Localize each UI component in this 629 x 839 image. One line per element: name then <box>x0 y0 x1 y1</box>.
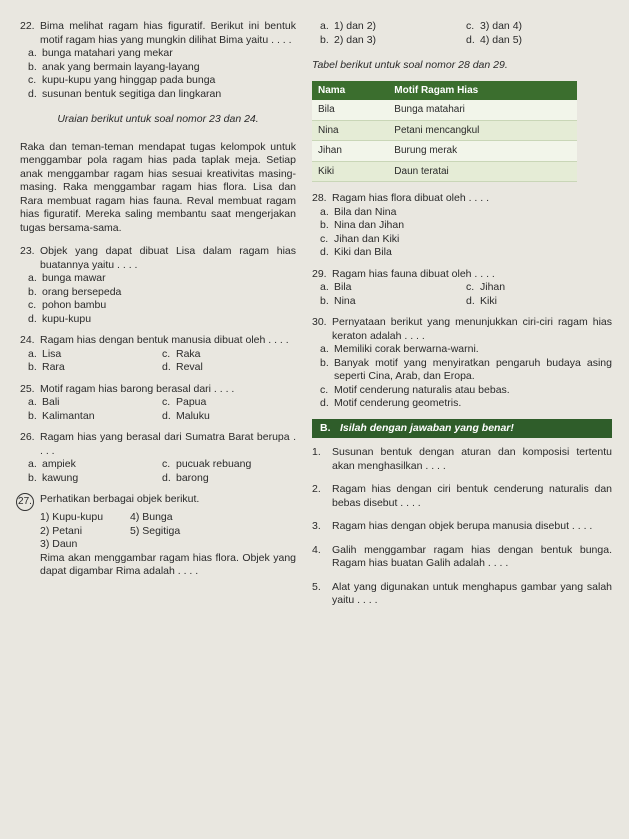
list-item: 5) Segitiga <box>130 524 181 537</box>
essay-5: 5. Alat yang digunakan untuk menghapus gambar yang salah yaitu . . . . <box>312 580 612 606</box>
question-number: 25. <box>20 382 35 395</box>
option-a[interactable]: a. Bila <box>320 281 352 293</box>
question-number: 28. <box>312 192 327 204</box>
option-b[interactable]: b. 2) dan 3) <box>320 33 377 46</box>
option-c[interactable]: c. pucuak rebuang <box>162 458 252 470</box>
option-d[interactable]: d. barong <box>162 471 209 484</box>
question-number-circled: 27. <box>16 493 34 511</box>
table-row: Nina Petani mencangkul <box>312 120 577 141</box>
option-c[interactable]: c. Motif cenderung naturalis atau bebas. <box>320 383 510 396</box>
question-25 <box>20 383 296 424</box>
option-d[interactable]: d. Motif cenderung geometris. <box>320 397 462 409</box>
option-a[interactable]: a. Lisa <box>28 347 62 360</box>
essay-2: 2. Ragam hias dengan ciri bentuk cenderung naturalis dan bebas disebut . . . . <box>312 483 612 509</box>
question-text: Ragam hias dengan bentuk manusia dibuat oleh . . . . <box>40 334 289 346</box>
option-c[interactable]: c. Papua <box>162 396 207 408</box>
option-c[interactable]: c. 3) dan 4) <box>466 20 523 32</box>
question-number: 26. <box>20 431 35 443</box>
option-b[interactable]: b. Kalimantan <box>28 409 95 422</box>
essay-text: Galih menggambar ragam hias dengan bentuk bunga. Ragam hias buatan Galih adalah . . . . <box>332 543 612 569</box>
option-a[interactable]: a. Memiliki corak berwarna-warni. <box>320 343 479 355</box>
option-a[interactable]: a. Bila dan Nina <box>320 205 397 218</box>
option-b[interactable]: b. Nina dan Jihan <box>320 219 405 231</box>
essay-text: Susunan bentuk dengan aturan dan komposisi tertentu akan menghasilkan . . . . <box>332 446 612 472</box>
question-22 <box>20 20 296 101</box>
reading-passage: Raka dan teman-teman mendapat tugas kelompok untuk menggambar pola ragam hias pada taplak meja. Setiap anak menggambar ragam hias sesuai kreativitas masing-masing. Raka menggambar ragam hias flora. Lisa dan Rara membuat ragam hias fauna. Reval membuat ragam hias figuratif. Mereka saling membantu saat mengerjakan tugas bersama-sama. <box>20 140 296 234</box>
section-b-header <box>312 419 612 439</box>
option-a[interactable]: a. ampiek <box>28 458 76 470</box>
essay-text: Ragam hias dengan objek berupa manusia disebut . . . . <box>332 520 593 532</box>
question-26 <box>20 431 296 485</box>
option-b[interactable]: b. Rara <box>28 361 65 373</box>
question-24 <box>20 334 296 375</box>
table-row: Kiki Daun teratai <box>312 161 577 182</box>
option-c[interactable]: c. Raka <box>162 347 201 360</box>
option-d[interactable]: d. kupu-kupu <box>28 312 92 325</box>
option-d[interactable]: d. Reval <box>162 361 203 373</box>
question-text: Objek yang dapat dibuat Lisa dalam ragam hias buatannya yaitu . . . . <box>40 245 296 271</box>
table-instruction: Tabel berikut untuk soal nomor 28 dan 29. <box>312 59 508 71</box>
option-c[interactable]: c. Jihan dan Kiki <box>320 232 400 245</box>
right-column <box>312 20 612 616</box>
question-number: 23. <box>20 245 35 257</box>
option-b[interactable]: b. anak yang bermain layang-layang <box>28 60 200 73</box>
list-item: 4) Bunga <box>130 511 173 523</box>
question-text: Pernyataan berikut yang menunjukkan ciri-ciri ragam hias keraton adalah . . . . <box>332 316 612 342</box>
list-item <box>130 538 220 552</box>
table-header-motif: Motif Ragam Hias <box>388 81 577 101</box>
essay-1: 1. Susunan bentuk dengan aturan dan komposisi tertentu akan menghasilkan . . . . <box>312 446 612 472</box>
motif-table <box>312 81 577 183</box>
option-a[interactable]: a. 1) dan 2) <box>320 20 377 32</box>
list-item: 3) Daun <box>40 538 78 550</box>
option-d[interactable]: d. Kiki <box>466 294 497 307</box>
question-text: Ragam hias flora dibuat oleh . . . . <box>332 192 490 204</box>
option-c[interactable]: c. Jihan <box>466 281 506 293</box>
option-b[interactable]: b. Banyak motif yang menyiratkan pengaruh budaya asing seperti Cina, Arab, dan Eropa. <box>320 356 612 382</box>
question-29 <box>312 268 612 309</box>
option-a[interactable]: a. Bali <box>28 396 60 408</box>
option-c[interactable]: c. pohon bambu <box>28 299 107 311</box>
option-a[interactable]: a. bunga mawar <box>28 272 106 284</box>
section-instruction-23: Uraian berikut untuk soal nomor 23 dan 24. <box>57 113 259 125</box>
option-d[interactable]: d. Maluku <box>162 409 210 422</box>
question-text: Ragam hias fauna dibuat oleh . . . . <box>332 267 495 280</box>
section-title: Isilah dengan jawaban yang benar! <box>340 421 514 434</box>
left-column <box>20 20 296 587</box>
question-text-continued: Rima akan menggambar ragam hias flora. Objek yang dapat digambar Rima adalah . . . . <box>40 551 296 577</box>
object-list <box>20 511 296 552</box>
question-text: Bima melihat ragam hias figuratif. Berikut ini bentuk motif ragam hias yang mungkin dilihat Bima yaitu . . . . <box>40 20 296 46</box>
list-item: 2) Petani <box>40 524 83 537</box>
question-text: Perhatikan berbagai objek berikut. <box>40 493 200 505</box>
list-item: 1) Kupu-kupu <box>40 511 104 523</box>
question-number: 30. <box>312 316 327 328</box>
option-d[interactable]: d. susunan bentuk segitiga dan lingkaran <box>28 87 222 100</box>
essay-text: Alat yang digunakan untuk menghapus gambar yang salah yaitu . . . . <box>332 580 612 606</box>
essay-3: 3. Ragam hias dengan objek berupa manusia disebut . . . . <box>312 520 612 534</box>
option-b[interactable]: b. kawung <box>28 471 79 484</box>
option-a[interactable]: a. bunga matahari yang mekar <box>28 47 173 59</box>
question-text: Motif ragam hias barong berasal dari . . . . <box>40 382 235 395</box>
question-27 <box>20 493 296 579</box>
essay-text: Ragam hias dengan ciri bentuk cenderung naturalis dan bebas disebut . . . . <box>332 483 612 509</box>
section-letter: B. <box>320 421 331 434</box>
question-number: 22. <box>20 20 35 32</box>
question-28 <box>312 192 612 260</box>
table-row: Jihan Burung merak <box>312 141 577 162</box>
question-23 <box>20 245 296 326</box>
option-c[interactable]: c. kupu-kupu yang hinggap pada bunga <box>28 74 216 86</box>
option-d[interactable]: d. 4) dan 5) <box>466 33 523 46</box>
essay-4: 4. Galih menggambar ragam hias dengan bentuk bunga. Ragam hias buatan Galih adalah . . . . <box>312 543 612 569</box>
question-text: Ragam hias yang berasal dari Sumatra Barat berupa . . . . <box>40 431 296 457</box>
option-d[interactable]: d. Kiki dan Bila <box>320 246 392 258</box>
table-header-name: Nama <box>312 81 388 101</box>
question-number: 24. <box>20 334 35 346</box>
question-22-options <box>312 20 612 47</box>
table-row: Bila Bunga matahari <box>312 100 577 120</box>
question-30 <box>312 316 612 411</box>
option-b[interactable]: b. Nina <box>320 294 356 307</box>
question-number: 29. <box>312 267 327 280</box>
option-b[interactable]: b. orang bersepeda <box>28 285 122 298</box>
